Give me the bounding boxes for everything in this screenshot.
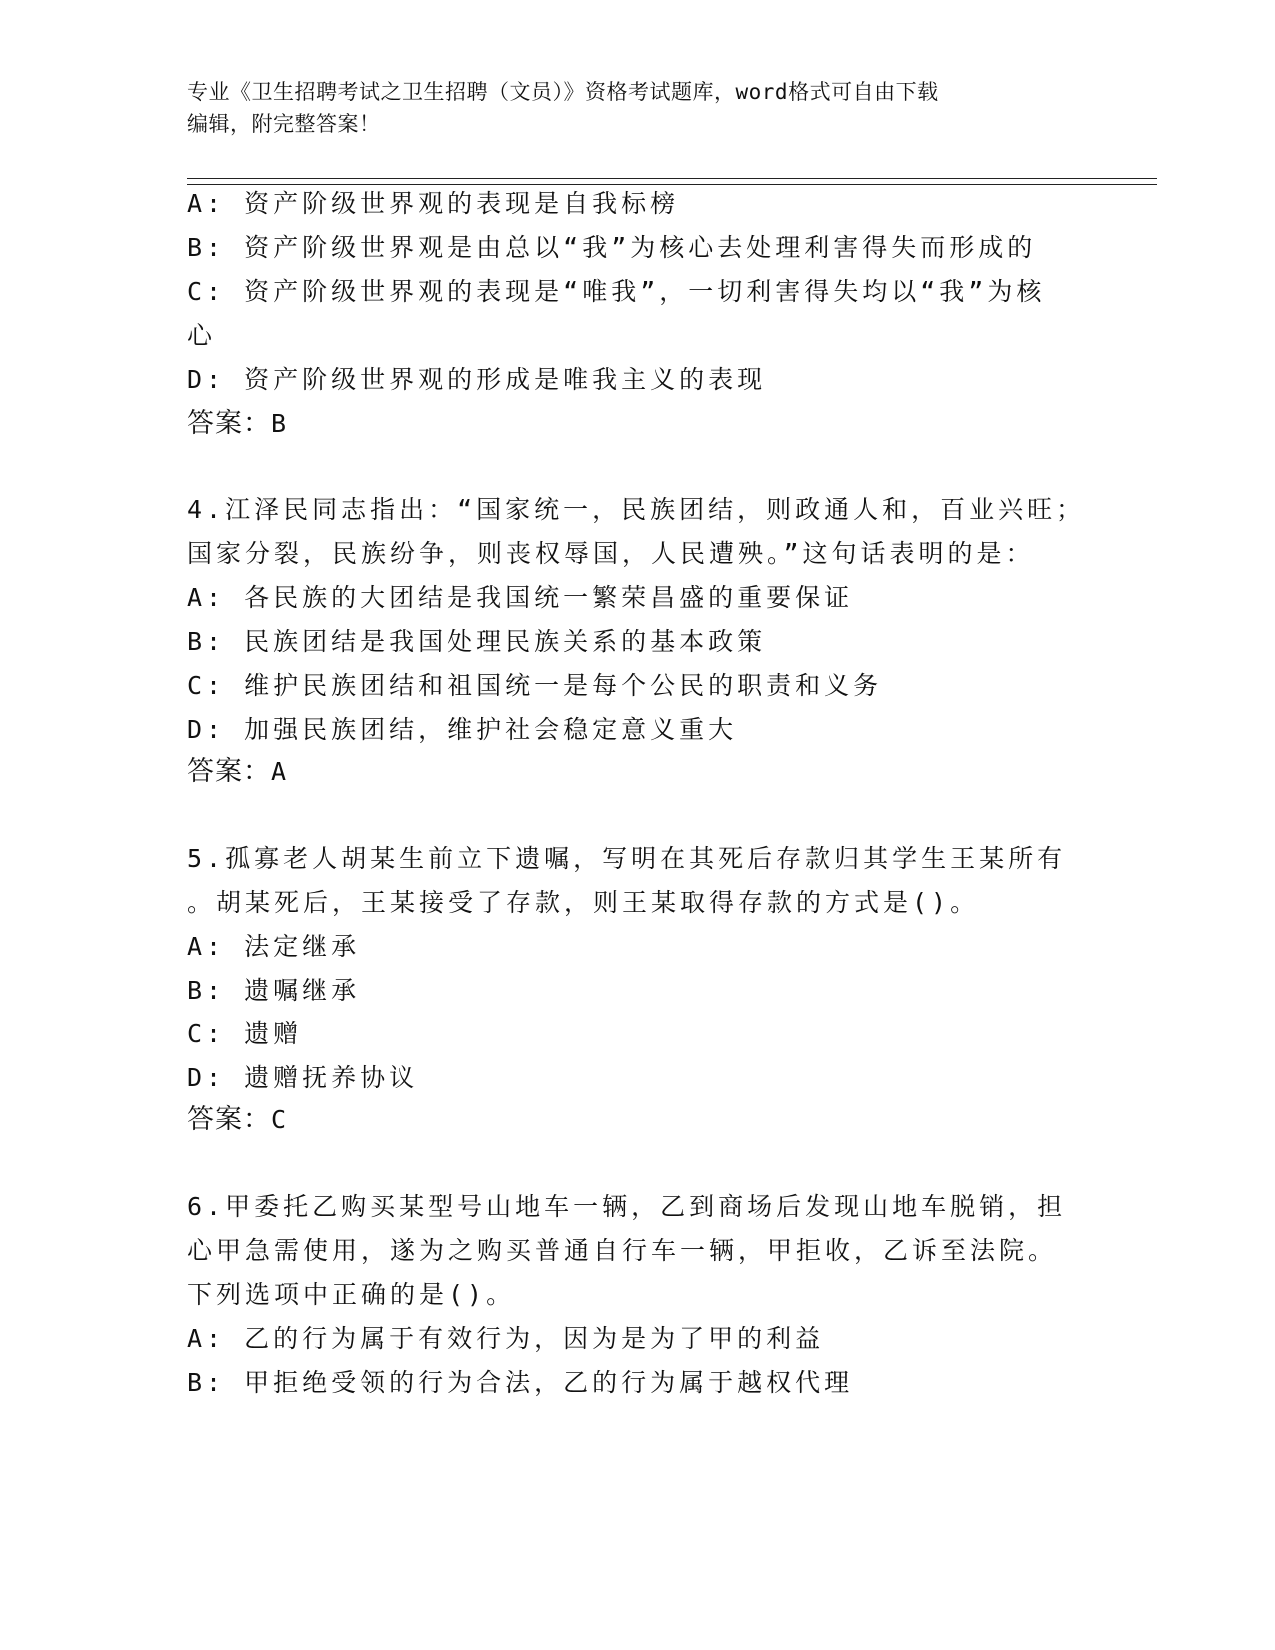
prev-option-c-line-2: 心 — [187, 321, 217, 350]
q5-option-b: B: 遗嘱继承 — [187, 976, 361, 1005]
q6-stem-line-2: 心甲急需使用，遂为之购买普通自行车一辆，甲拒收，乙诉至法院。 — [187, 1236, 1058, 1265]
q4-stem-line-1: 4.江泽民同志指出：“国家统一，民族团结，则政通人和，百业兴旺； — [187, 495, 1086, 524]
answer-value: B — [271, 409, 288, 438]
prev-option-b: B: 资产阶级世界观是由总以“我”为核心去处理利害得失而形成的 — [187, 233, 1037, 262]
header-line-1: 专业《卫生招聘考试之卫生招聘（文员）》资格考试题库，word格式可自由下载 — [187, 80, 939, 104]
answer-label: 答案： — [187, 756, 271, 787]
q6-option-b: B: 甲拒绝受领的行为合法，乙的行为属于越权代理 — [187, 1368, 854, 1397]
q6-stem-line-3: 下列选项中正确的是()。 — [187, 1280, 516, 1309]
header-line-2: 编辑，附完整答案！ — [187, 112, 381, 136]
answer-value: A — [271, 757, 288, 786]
q6-stem-line-1: 6.甲委托乙购买某型号山地车一辆，乙到商场后发现山地车脱销，担 — [187, 1192, 1067, 1221]
q5-stem-line-1: 5.孤寡老人胡某生前立下遗嘱，写明在其死后存款归其学生王某所有 — [187, 844, 1067, 873]
q5-option-d: D: 遗赠抚养协议 — [187, 1063, 419, 1092]
q4-stem-line-2: 国家分裂，民族纷争，则丧权辱国，人民遭殃。”这句话表明的是： — [187, 539, 1035, 568]
prev-option-c-line-1: C: 资产阶级世界观的表现是“唯我”，一切利害得失均以“我”为核 — [187, 277, 1046, 306]
prev-option-a: A: 资产阶级世界观的表现是自我标榜 — [187, 189, 680, 218]
prev-answer — [187, 406, 287, 442]
q4-option-c: C: 维护民族团结和祖国统一是每个公民的职责和义务 — [187, 671, 883, 700]
answer-value: C — [271, 1105, 288, 1134]
q4-option-d: D: 加强民族团结，维护社会稳定意义重大 — [187, 715, 738, 744]
header-divider-thin — [187, 184, 1157, 185]
prev-option-d: D: 资产阶级世界观的形成是唯我主义的表现 — [187, 365, 767, 394]
q5-answer — [187, 1102, 287, 1138]
header-divider — [187, 178, 1157, 179]
q5-option-c: C: 遗赠 — [187, 1019, 303, 1048]
answer-label: 答案： — [187, 408, 271, 439]
q4-option-a: A: 各民族的大团结是我国统一繁荣昌盛的重要保证 — [187, 583, 854, 612]
q4-option-b: B: 民族团结是我国处理民族关系的基本政策 — [187, 627, 767, 656]
document-header — [187, 76, 1067, 140]
q6-option-a: A: 乙的行为属于有效行为，因为是为了甲的利益 — [187, 1324, 825, 1353]
q5-option-a: A: 法定继承 — [187, 932, 361, 961]
answer-label: 答案： — [187, 1104, 271, 1135]
q5-stem-line-2: 。胡某死后，王某接受了存款，则王某取得存款的方式是()。 — [187, 888, 980, 917]
q4-answer — [187, 754, 287, 790]
